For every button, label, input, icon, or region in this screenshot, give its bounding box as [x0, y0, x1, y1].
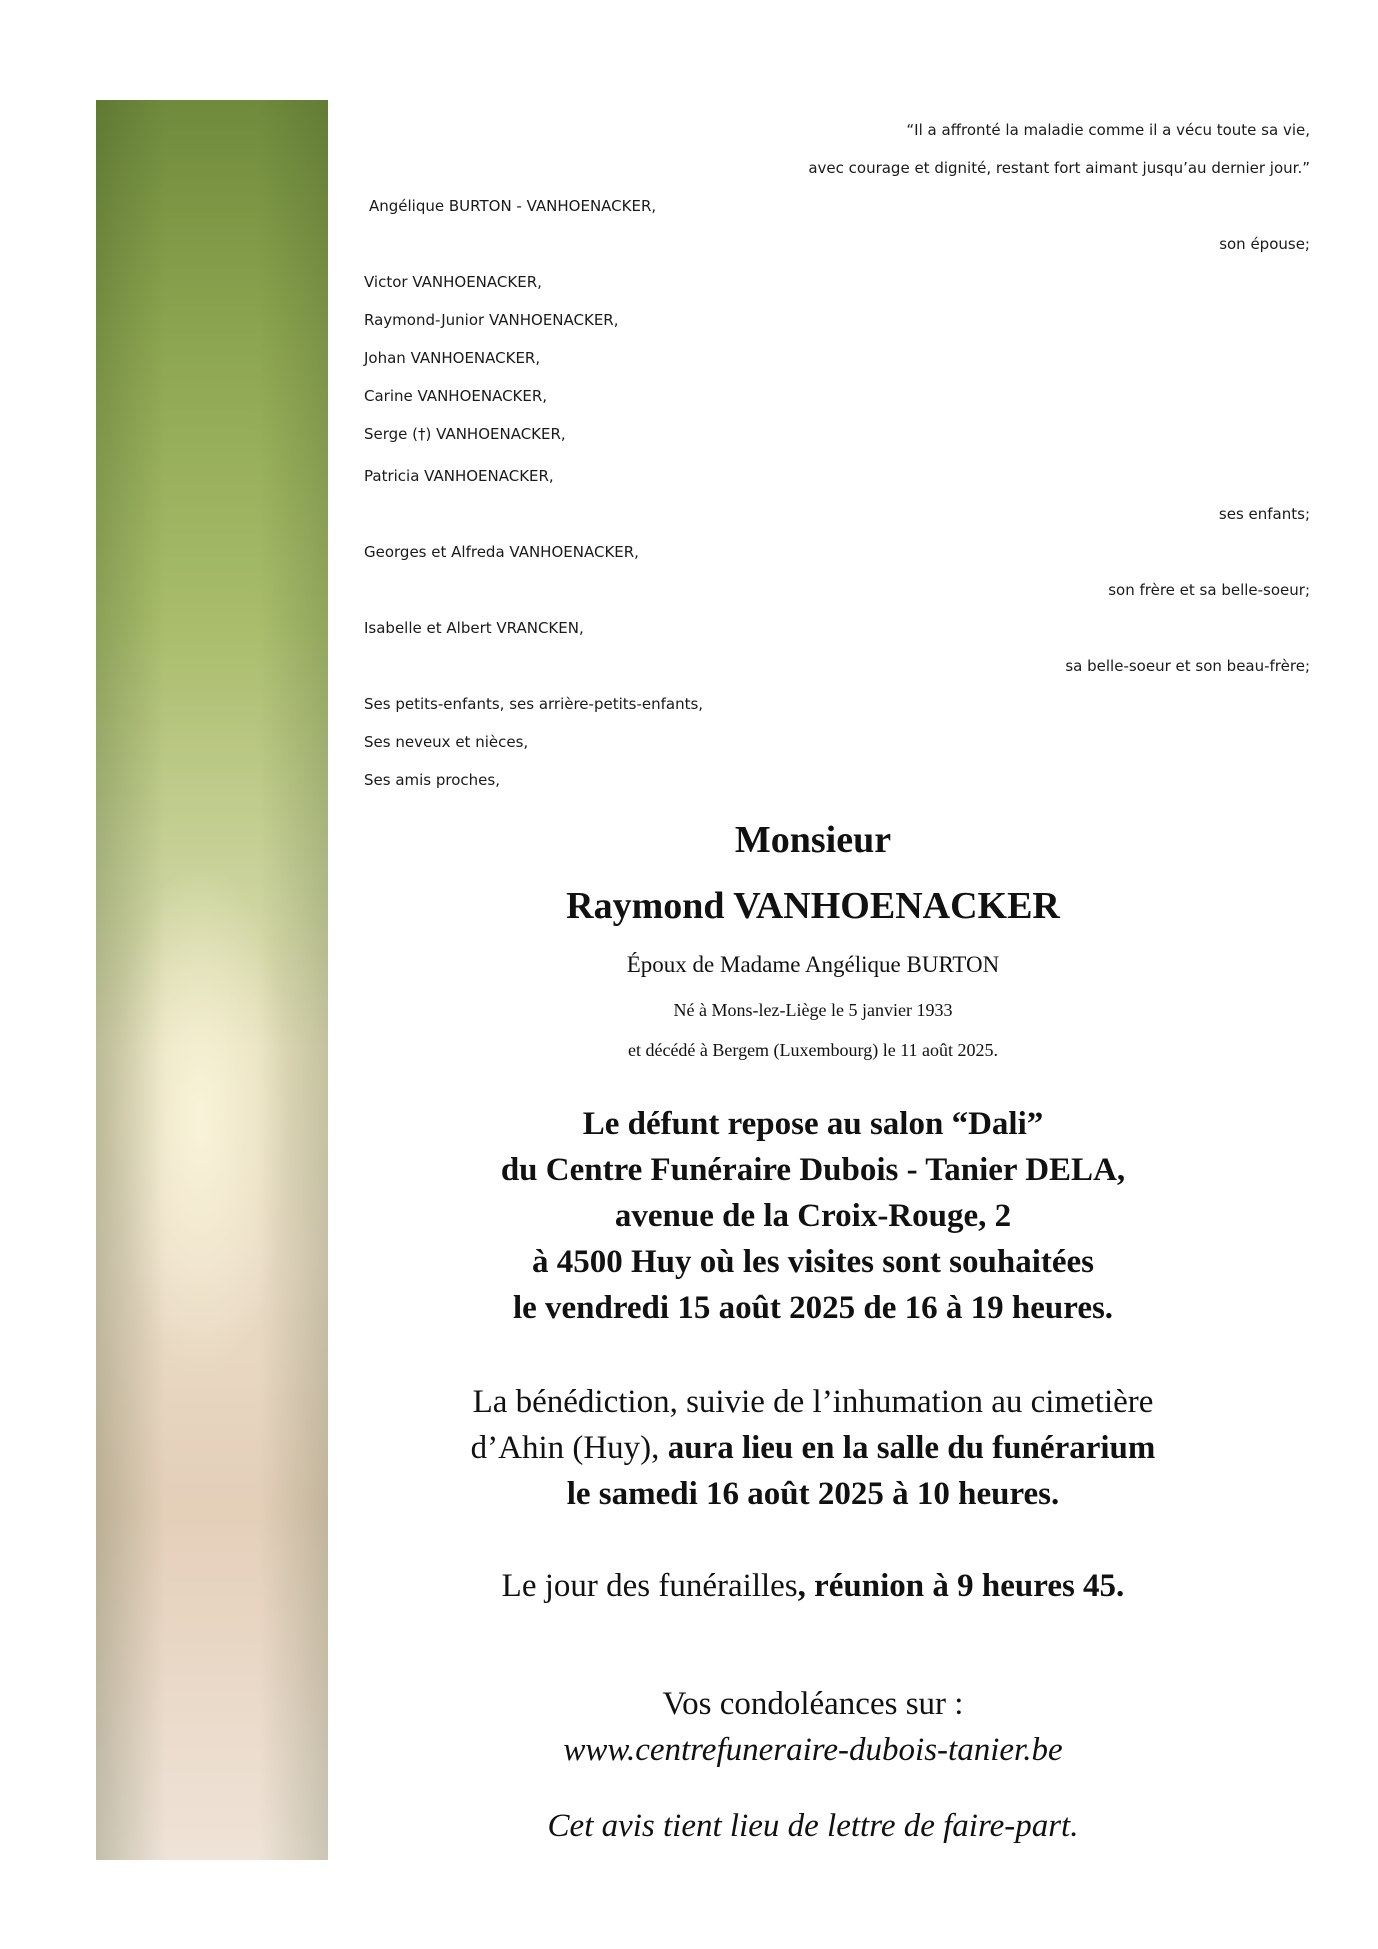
death-line: et décédé à Bergem (Luxembourg) le 11 août 2025.: [627, 1040, 999, 1060]
deceased-title: Monsieur: [734, 819, 892, 861]
quote-line-1: “Il a affronté la maladie comme il a vécu toute sa vie,: [906, 121, 1310, 139]
spouse-name: Angélique BURTON - VANHOENACKER,: [369, 197, 657, 215]
child-name: Johan VANHOENACKER,: [364, 349, 541, 367]
ceremony-line-3: le samedi 16 août 2025 à 10 heures.: [566, 1476, 1060, 1512]
deceased-name: Raymond VANHOENACKER: [566, 885, 1060, 927]
forest-path-image: [96, 100, 328, 1860]
spouse-line: Époux de Madame Angélique BURTON: [626, 952, 1000, 977]
ceremony-place: d’Ahin (Huy),: [470, 1430, 668, 1466]
sibling-relation: son frère et sa belle-soeur;: [1108, 581, 1310, 599]
condolences-label: Vos condoléances sur :: [662, 1686, 964, 1722]
child-name: Carine VANHOENACKER,: [364, 387, 548, 405]
ceremony-line-1: La bénédiction, suivie de l’inhumation au cimetière: [472, 1384, 1154, 1420]
footer-note: Cet avis tient lieu de lettre de faire-part.: [547, 1808, 1079, 1844]
child-name: Serge (†) VANHOENACKER,: [364, 425, 566, 443]
sibling-names: Georges et Alfreda VANHOENACKER,: [364, 543, 639, 561]
visitation-line: à 4500 Huy où les visites sont souhaitées: [532, 1244, 1094, 1280]
spouse-relation: son épouse;: [1219, 235, 1310, 253]
visitation-line: avenue de la Croix-Rouge, 2: [614, 1198, 1012, 1234]
child-name: Raymond-Junior VANHOENACKER,: [364, 311, 619, 329]
condolences-url[interactable]: www.centrefuneraire-dubois-tanier.be: [563, 1732, 1063, 1768]
visitation-line: le vendredi 15 août 2025 de 16 à 19 heures.: [512, 1290, 1114, 1326]
grandchildren-line: Ses petits-enfants, ses arrière-petits-enfants,: [364, 695, 704, 713]
ceremony-line-2: [320, 1430, 1306, 1467]
friends-line: Ses amis proches,: [364, 771, 500, 789]
children-relation: ses enfants;: [1218, 505, 1310, 523]
ceremony-venue: aura lieu en la salle du funérarium: [667, 1430, 1156, 1466]
quote-line-2: avec courage et dignité, restant fort aimant jusqu’au dernier jour.”: [808, 159, 1310, 177]
visitation-line: Le défunt repose au salon “Dali”: [582, 1106, 1044, 1142]
inlaw-names: Isabelle et Albert VRANCKEN,: [364, 619, 584, 637]
child-name: Patricia VANHOENACKER,: [364, 467, 554, 485]
meeting-line: [320, 1568, 1306, 1605]
meeting-label: Le jour des funérailles: [501, 1568, 798, 1604]
nephews-line: Ses neveux et nièces,: [364, 733, 529, 751]
child-name: Victor VANHOENACKER,: [364, 273, 542, 291]
meeting-time: , réunion à 9 heures 45.: [797, 1568, 1125, 1604]
inlaw-relation: sa belle-soeur et son beau-frère;: [1065, 657, 1310, 675]
birth-line: Né à Mons-lez-Liège le 5 janvier 1933: [673, 1000, 953, 1020]
visitation-line: du Centre Funéraire Dubois - Tanier DELA,: [500, 1152, 1126, 1188]
